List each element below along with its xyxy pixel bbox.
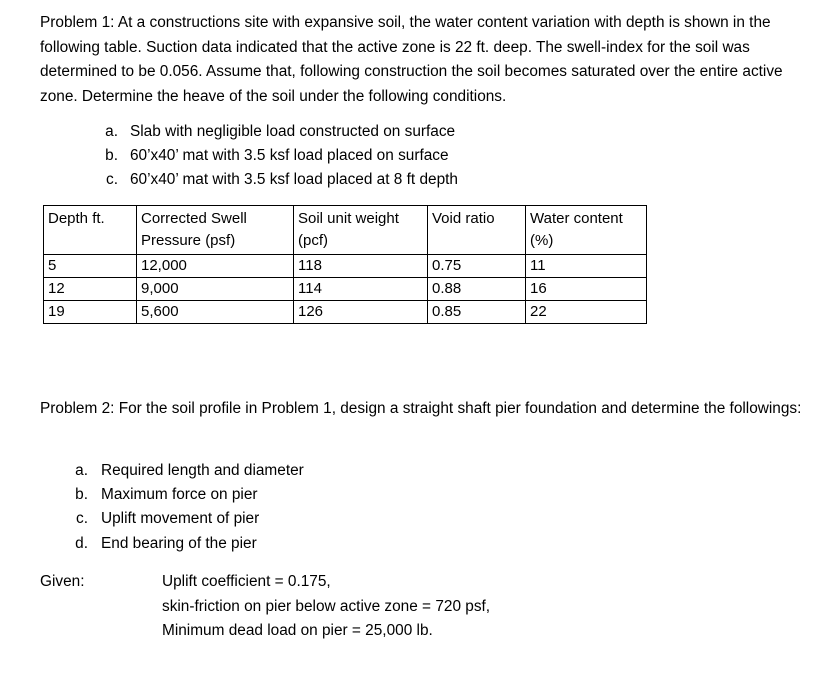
header-text: (pcf)	[298, 232, 328, 249]
table-cell: 5,600	[137, 301, 294, 324]
given-line: skin-friction on pier below active zone = 720 psf,	[162, 597, 491, 615]
list-item	[75, 532, 304, 556]
header-text: Water content	[530, 210, 623, 227]
table-header-row	[44, 206, 647, 255]
list-item	[106, 168, 458, 192]
list-item-text: Slab with negligible load constructed on surface	[130, 123, 456, 140]
list-item-text: Uplift movement of pier	[101, 510, 260, 528]
problem2-tasks-list	[75, 459, 304, 556]
list-item	[105, 144, 458, 168]
list-item-text: 60’x40’ mat with 3.5 ksf load placed at 8 ft depth	[130, 171, 458, 189]
list-item	[75, 483, 304, 507]
table-cell: 0.75	[428, 255, 526, 278]
problem1-conditions-list	[105, 120, 458, 193]
table-cell: 12	[44, 278, 137, 301]
header-text: Depth ft.	[48, 210, 105, 227]
list-marker: a.	[105, 123, 118, 140]
given-line: Uplift coefficient = 0.175,	[162, 573, 331, 590]
table-cell: 9,000	[137, 278, 294, 301]
problem2-statement: Problem 2: For the soil profile in Problem 1, design a straight shaft pier foundation and determine the followings:	[40, 400, 802, 417]
list-marker: c.	[76, 510, 88, 528]
table-cell: 12,000	[137, 255, 294, 278]
table-cell: 16	[526, 278, 647, 301]
list-item	[76, 507, 304, 531]
given-label: Given:	[40, 573, 85, 590]
table-cell: 11	[526, 255, 647, 278]
list-item-text: End bearing of the pier	[101, 534, 257, 552]
header-water-content	[526, 206, 647, 255]
table-cell: 19	[44, 301, 137, 324]
header-depth	[44, 206, 137, 255]
list-marker: c.	[106, 171, 118, 189]
list-item	[105, 120, 458, 144]
header-text: Soil unit weight	[298, 210, 399, 227]
list-marker: b.	[105, 147, 118, 165]
table-cell: 5	[44, 255, 137, 278]
table-cell: 118	[294, 255, 428, 278]
list-marker: d.	[75, 534, 88, 552]
list-marker: b.	[75, 486, 88, 504]
table-cell: 114	[294, 278, 428, 301]
soil-data-table	[43, 205, 647, 324]
table-cell: 126	[294, 301, 428, 324]
header-unit-weight	[294, 206, 428, 255]
table-row	[44, 278, 647, 301]
list-item-text: Required length and diameter	[101, 462, 304, 479]
problem1-statement: Problem 1: At a constructions site with expansive soil, the water content variation with depth is shown in the following table. Suction data indicated that the active zone is 22 ft. deep. The swell-index for the soil was determined to be 0.056. Assume that, following construction the soil becomes saturated over the entire active zone. Determine the heave of the soil under the following conditions.	[40, 14, 783, 105]
list-item-text: 60’x40’ mat with 3.5 ksf load placed on surface	[130, 147, 449, 165]
table-cell: 0.88	[428, 278, 526, 301]
table-row	[44, 255, 647, 278]
list-item	[75, 459, 304, 483]
given-values	[162, 570, 490, 644]
list-item-text: Maximum force on pier	[101, 486, 258, 504]
table-row	[44, 301, 647, 324]
header-void-ratio	[428, 206, 526, 255]
list-marker: a.	[75, 462, 88, 479]
header-text: Void ratio	[432, 210, 495, 227]
table-cell: 0.85	[428, 301, 526, 324]
header-text: Corrected Swell	[141, 210, 247, 227]
header-text: (%)	[530, 232, 554, 249]
header-text: Pressure (psf)	[141, 232, 236, 249]
table-cell: 22	[526, 301, 647, 324]
header-swell-pressure	[137, 206, 294, 255]
given-line: Minimum dead load on pier = 25,000 lb.	[162, 622, 433, 639]
